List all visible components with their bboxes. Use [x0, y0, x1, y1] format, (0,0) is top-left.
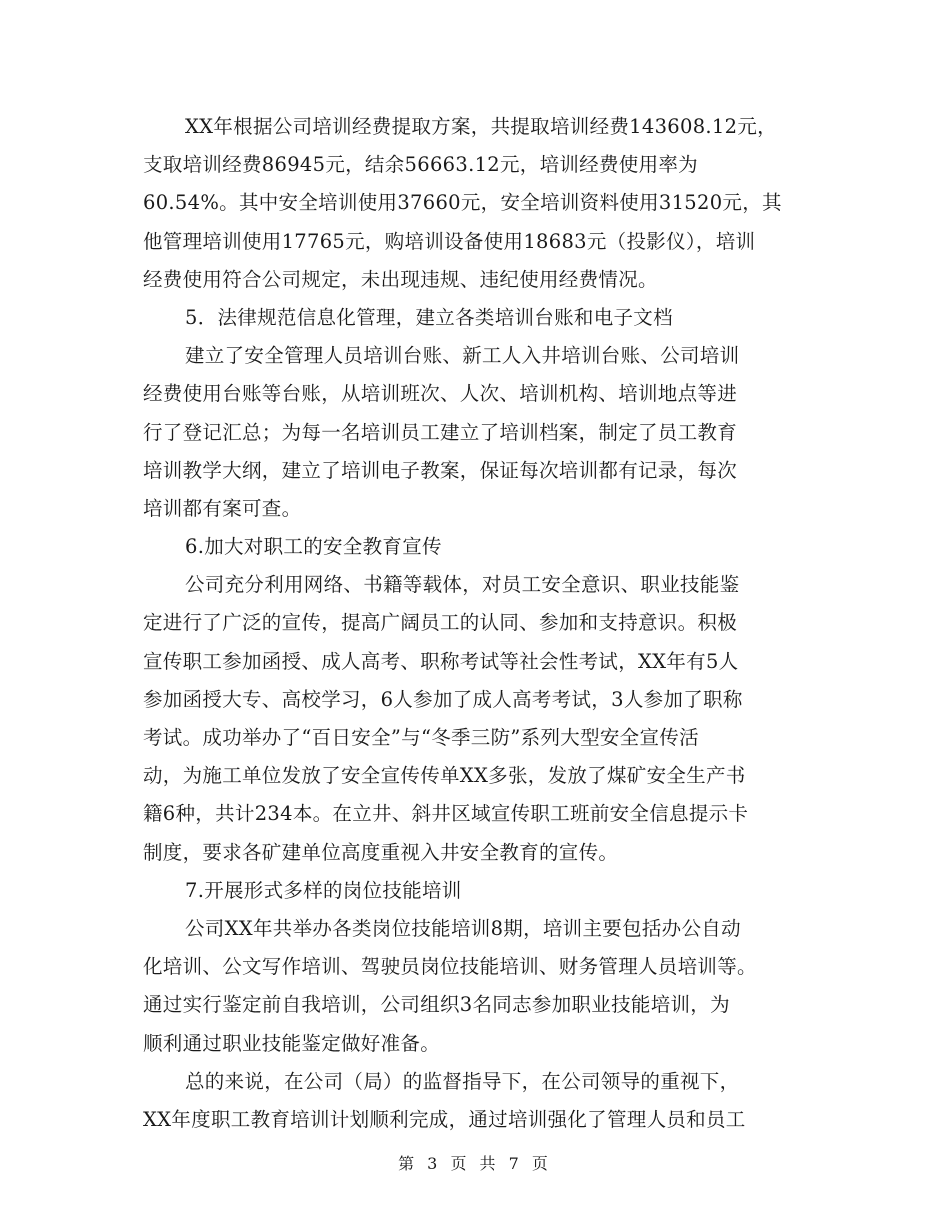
text-line: 7.开展形式多样的岗位技能培训	[185, 878, 462, 902]
text-line: 支取培训经费86945元，结余56663.12元，培训经费使用率为	[143, 153, 698, 177]
text-line: 培训教学大纲，建立了培训电子教案，保证每次培训都有记录，每次	[143, 458, 738, 482]
text-line: XX年度职工教育培训计划顺利完成，通过培训强化了管理人员和员工	[143, 1107, 746, 1131]
text-line: 定进行了广泛的宣传，提高广阔员工的认同、参加和支持意识。积极	[143, 611, 738, 635]
text-line: 宣传职工参加函授、成人高考、职称考试等社会性考试，XX年有5人	[143, 649, 739, 673]
text-line: 总的来说，在公司（局）的监督指导下，在公司领导的重视下，	[185, 1069, 740, 1093]
text-line: 5．法律规范信息化管理，建立各类培训台账和电子文档	[185, 305, 673, 329]
text-line: 顺利通过职业技能鉴定做好准备。	[143, 1031, 441, 1055]
text-line: 经费使用台账等台账，从培训班次、人次、培训机构、培训地点等进	[143, 382, 738, 406]
text-line: 建立了安全管理人员培训台账、新工人入井培训台账、公司培训	[185, 344, 740, 368]
text-line: 制度，要求各矿建单位高度重视入井安全教育的宣传。	[143, 840, 619, 864]
text-line: 行了登记汇总；为每一名培训员工建立了培训档案，制定了员工教育	[143, 420, 738, 444]
text-line: 考试。成功举办了“百日安全”与“冬季三防”系列大型安全宣传活	[143, 726, 699, 749]
text-line: 籍6种，共计234本。在立井、斜井区域宣传职工班前安全信息提示卡	[143, 802, 749, 826]
text-line: 经费使用符合公司规定，未出现违规、违纪使用经费情况。	[143, 267, 658, 291]
text-line: 公司XX年共举办各类岗位技能培训8期，培训主要包括办公自动	[185, 916, 741, 940]
page-number-footer: 第 3 页 共 7 页	[398, 1154, 552, 1173]
text-line: XX年根据公司培训经费提取方案，共提取培训经费143608.12元，	[185, 115, 777, 138]
text-line: 6.加大对职工的安全教育宣传	[185, 535, 442, 559]
text-line: 动，为施工单位发放了安全宣传传单XX多张，发放了煤矿安全生产书	[143, 764, 746, 788]
text-line: 参加函授大专、高校学习，6人参加了成人高考考试，3人参加了职称	[143, 687, 743, 711]
document-body	[143, 108, 811, 1139]
text-line: 通过实行鉴定前自我培训，公司组织3名同志参加职业技能培训，为	[143, 993, 730, 1017]
text-line: 化培训、公文写作培训、驾驶员岗位技能培训、财务管理人员培训等。	[143, 955, 757, 979]
text-line: 60.54%。其中安全培训使用37660元，安全培训资料使用31520元，其	[143, 191, 782, 215]
text-line: 公司充分利用网络、书籍等载体，对员工安全意识、职业技能鉴	[185, 573, 740, 597]
text-line: 培训都有案可查。	[143, 496, 302, 520]
text-line: 他管理培训使用17765元，购培训设备使用18683元（投影仪），培训	[143, 229, 756, 253]
